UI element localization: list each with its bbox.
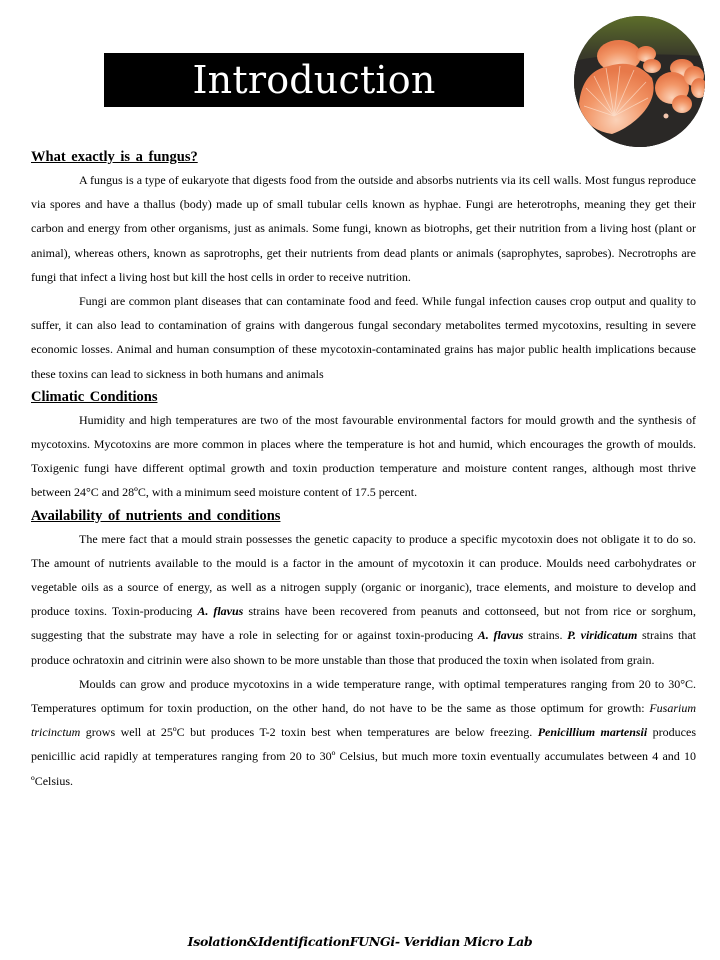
page-footer: Isolation&IdentificationFUNGi- Veridian Micro Lab [187, 934, 533, 949]
section-heading-fungus: What exactly is a fungus? [31, 149, 198, 165]
text: grows well at 25ºC but produces T-2 toxin best when temperatures are below freezing. [80, 725, 538, 740]
page-title: Introduction [192, 58, 436, 102]
paragraph: Fungi are common plant diseases that can contaminate food and feed. While fungal infection causes crop output and quality to suffer, it can also lead to contamination of grains with dangerous fungal secondary metabolites termed mycotoxins, resulting in severe economic losses. Animal and human consumption of these mycotoxin-contaminated grains has major public health implications because these toxins can lead to sickness in both humans and animals [31, 294, 696, 381]
species-name: P. viridicatum [567, 628, 638, 643]
document-body [31, 144, 696, 793]
species-name: A. flavus [197, 604, 244, 619]
species-name: Penicillium martensii [537, 725, 648, 740]
text: produces penicillic acid rapidly at temperatures ranging from 20 to 30º Celsius, but much more toxin eventually accumulates between 4 and 10 ºCelsius. [31, 725, 696, 788]
species-name: Fusarium tricinctum [31, 701, 696, 740]
section-heading-climatic: Climatic Conditions [31, 388, 158, 405]
paragraph [31, 672, 696, 793]
text: strains. [523, 628, 568, 643]
text: Moulds can grow and produce mycotoxins in a wide temperature range, with optimal temperatures ranging from 20 to 30°C. Temperatures optimum for toxin production, on the other hand, do not have to be the same as those optimum for growth: [31, 676, 696, 716]
mushroom-illustration [574, 16, 705, 147]
species-name: A. flavus [477, 628, 524, 643]
mushroom-image [574, 16, 705, 147]
paragraph: Humidity and high temperatures are two of the most favourable environmental factors for mould growth and the synthesis of mycotoxins. Mycotoxins are more common in places where the temperature is hot and humid, which encourages the growth of moulds. Toxigenic fungi have different optimal growth and toxin production temperature and moisture content ranges, although most thrive between 24°C and 28ºC, with a minimum seed moisture content of 17.5 percent. [31, 412, 696, 500]
paragraph [31, 527, 696, 672]
text: The mere fact that a mould strain possesses the genetic capacity to produce a specific mycotoxin does not obligate it to do so. The amount of nutrients available to the mould is a factor in the amount of mycotoxin it can produce. Moulds need carbohydrates or vegetable oils as a source of energy, as well as a nitrogen supply (organic or inorganic), trace elements, and moisture to develop and produce toxins. Toxin-producing [31, 531, 696, 619]
paragraph: A fungus is a type of eukaryote that digests food from the outside and absorbs nutrients via its cell walls. Most fungus reproduce via spores and have a thallus (body) made up of small tubular cells known as hyphae. Fungi are heterotrophs, meaning they get their carbon and energy from other organisms, just as animals. Some fungi, known as biotrophs, get their nutrition from a living host (plant or animal), whereas others, known as saprotrophs, get their nutrients from dead plants or animals (saprophytes, saprobes). Necrotrophs are fungi that infect a living host but kill the host cells in order to receive nutrition. [31, 173, 696, 284]
text: strains have been recovered from peanuts and cottonseed, but not from rice or sorghum, suggesting that the substrate may have a role in selecting for or against toxin-producing [31, 604, 696, 643]
section-heading-nutrients: Availability of nutrients and conditions [31, 507, 281, 524]
text: strains that produce ochratoxin and citrinin were also shown to be more unstable than those that produced the toxin when isolated from grain. [31, 628, 696, 667]
title-banner [104, 53, 524, 107]
